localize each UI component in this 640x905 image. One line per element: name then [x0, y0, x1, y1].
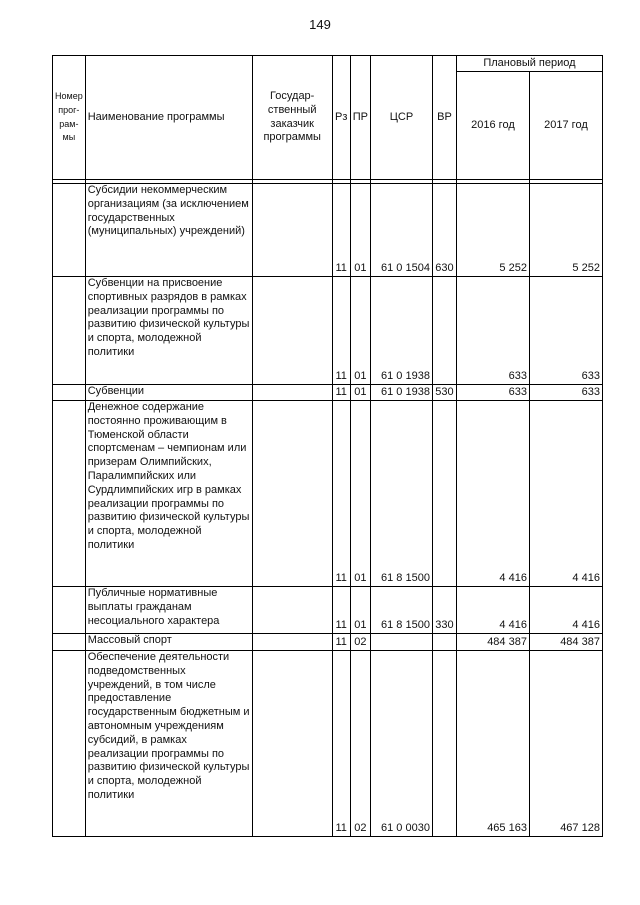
header-year-2017: 2017 год: [529, 72, 602, 180]
row-name: Публичные нормативные выплаты гражданам несоциального характера: [85, 587, 252, 634]
header-plan-period: Плановый период: [456, 56, 602, 72]
row-2017: 484 387: [529, 634, 602, 651]
header-year-2016: 2016 год: [456, 72, 529, 180]
row-rz: 11: [332, 277, 350, 385]
row-2017: 633: [529, 385, 602, 401]
row-csr: 61 8 1500: [370, 587, 432, 634]
row-2017: 467 128: [529, 651, 602, 837]
row-csr: 61 0 1938: [370, 385, 432, 401]
row-rz: 11: [332, 651, 350, 837]
row-name: Массовый спорт: [85, 634, 252, 651]
header-rz: Рз: [332, 56, 350, 180]
row-name: Денежное содержание постоянно проживающим в Тюменской области спортсменам – чемпионам или призерам Олимпийских, Паралимпийских или Сурдлимпийских игр в рамках реализации программы по развитию физической культуры и спорта, молодежной политики: [85, 401, 252, 587]
row-vr: [432, 634, 456, 651]
header-csr: ЦСР: [370, 56, 432, 180]
row-rz: 11: [332, 385, 350, 401]
row-2017: 633: [529, 277, 602, 385]
row-2016: 465 163: [456, 651, 529, 837]
row-rz: 11: [332, 401, 350, 587]
row-2017: 4 416: [529, 401, 602, 587]
row-2016: 5 252: [456, 184, 529, 277]
table-row: [53, 401, 603, 587]
row-rz: 11: [332, 634, 350, 651]
row-2016: 633: [456, 277, 529, 385]
row-pr: 01: [350, 385, 370, 401]
row-name: Обеспечение деятельности подведомственных учреждений, в том числе предоставление государственным бюджетным и автономным учреждениям субсидий, в рамках реализации программы по развитию физической культуры и спорта, молодежной политики: [85, 651, 252, 837]
row-csr: [370, 634, 432, 651]
row-vr: 330: [432, 587, 456, 634]
row-2017: 5 252: [529, 184, 602, 277]
row-pr: 02: [350, 634, 370, 651]
row-2016: 4 416: [456, 587, 529, 634]
row-name: Субсидии некоммерческим организациям (за исключением государственных (муниципальных) учреждений): [85, 184, 252, 277]
row-name: Субвенции: [85, 385, 252, 401]
row-pr: 02: [350, 651, 370, 837]
header-program-number: Номер прог-рам-мы: [53, 56, 86, 180]
row-pr: 01: [350, 184, 370, 277]
row-vr: [432, 651, 456, 837]
row-name: Субвенции на присвоение спортивных разрядов в рамках реализации программы по развитию физической культуры и спорта, молодежной политики: [85, 277, 252, 385]
row-pr: 01: [350, 587, 370, 634]
header-vr: ВР: [432, 56, 456, 180]
row-vr: 630: [432, 184, 456, 277]
row-rz: 11: [332, 184, 350, 277]
row-2016: 4 416: [456, 401, 529, 587]
row-vr: 530: [432, 385, 456, 401]
header-customer: Государ-ственный заказчик программы: [252, 56, 332, 180]
table-row: [53, 651, 603, 837]
row-csr: 61 0 1504: [370, 184, 432, 277]
budget-table: [52, 55, 603, 837]
header-pr: ПР: [350, 56, 370, 180]
header-program-name: Наименование программы: [85, 56, 252, 180]
row-pr: 01: [350, 401, 370, 587]
row-vr: [432, 277, 456, 385]
row-rz: 11: [332, 587, 350, 634]
row-csr: 61 0 1938: [370, 277, 432, 385]
row-pr: 01: [350, 277, 370, 385]
row-2017: 4 416: [529, 587, 602, 634]
header-row-1: [53, 56, 603, 72]
row-vr: [432, 401, 456, 587]
row-csr: 61 8 1500: [370, 401, 432, 587]
table-row: [53, 385, 603, 401]
page-number: 149: [309, 17, 331, 32]
table-row: [53, 277, 603, 385]
row-2016: 633: [456, 385, 529, 401]
table-row: [53, 634, 603, 651]
row-2016: 484 387: [456, 634, 529, 651]
table-row: [53, 587, 603, 634]
table-row: [53, 184, 603, 277]
row-csr: 61 0 0030: [370, 651, 432, 837]
